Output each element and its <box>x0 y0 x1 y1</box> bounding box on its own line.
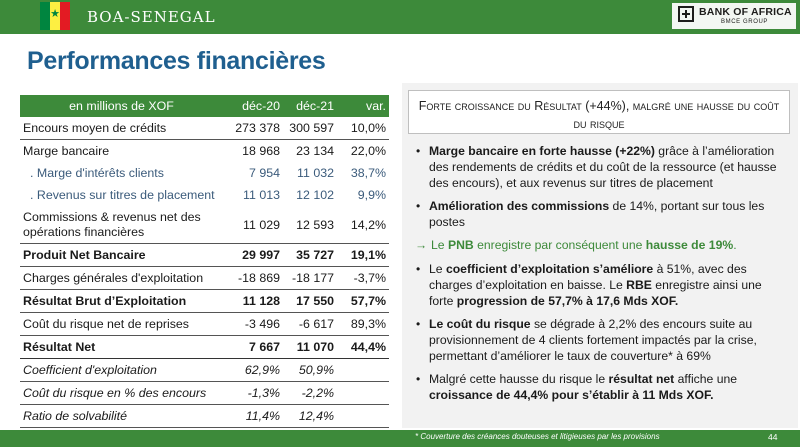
bullet-bold-progression: progression de 57,7% à 17,6 Mds XOF. <box>456 294 679 308</box>
bullet-marge-bancaire <box>415 143 787 191</box>
bullet-resultat-net <box>415 371 787 403</box>
arrow-text-pre: Le <box>431 238 448 252</box>
header-dec21: déc-21 <box>282 95 336 117</box>
bullet-icon: • <box>416 262 421 276</box>
row-dec21: 11 032 <box>297 166 334 180</box>
flag-star-icon: ★ <box>50 8 60 20</box>
row-dec21: 12 593 <box>282 206 336 244</box>
logo-subtitle: BMCE GROUP <box>721 19 769 25</box>
header-dec20: déc-20 <box>220 95 282 117</box>
row-dec20: 11 029 <box>220 206 282 244</box>
bullet-text-pre: Le <box>429 262 446 276</box>
table-row <box>20 313 389 336</box>
commentary-title-box <box>408 90 790 134</box>
table-row <box>20 267 389 290</box>
row-label: . Marge d'intérêts clients <box>30 166 164 180</box>
senegal-flag-icon <box>40 2 70 30</box>
header-bar <box>0 0 800 34</box>
row-var: 57,7% <box>336 290 389 313</box>
row-var: 19,1% <box>336 244 389 267</box>
row-dec21: 17 550 <box>282 290 336 313</box>
arrow-right-icon: → <box>415 238 428 252</box>
footer-bar <box>0 430 800 447</box>
bullet-commissions <box>415 198 787 230</box>
row-dec21: 12,4% <box>282 405 336 428</box>
row-dec20: 18 968 <box>242 144 280 158</box>
header-var: var. <box>336 95 389 117</box>
brand-name: BOA-SENEGAL <box>87 8 216 26</box>
table-row <box>20 382 389 405</box>
page-number: 44 <box>768 432 778 442</box>
row-label: Ratio de solvabilité <box>20 405 220 428</box>
row-dec21: 50,9% <box>282 359 336 382</box>
bullet-text: à 51%, avec des charges d’exploitation en baisse. Le <box>429 262 747 292</box>
bank-of-africa-logo <box>672 3 796 29</box>
financial-table <box>20 95 389 428</box>
logo-name: BANK OF AFRICA <box>699 6 792 18</box>
row-dec20: -18 869 <box>220 267 282 290</box>
boa-logo-icon <box>678 6 694 22</box>
row-dec21: 12 102 <box>296 188 334 202</box>
row-dec21: -2,2% <box>282 382 336 405</box>
footnote: * Couverture des créances douteuses et litigieuses par les provisions <box>415 432 660 441</box>
row-dec20: 7 667 <box>248 340 280 354</box>
table-row <box>20 184 389 206</box>
row-label: Coût du risque net de reprises <box>20 313 220 336</box>
bullet-bold-rbe: RBE <box>626 278 652 292</box>
row-var <box>336 382 389 405</box>
row-var <box>336 405 389 428</box>
row-dec21: 11 070 <box>296 340 334 354</box>
bullet-text: affiche une <box>674 372 738 386</box>
table-row <box>20 336 389 359</box>
row-label: Encours moyen de crédits <box>20 117 220 140</box>
table-row <box>20 359 389 382</box>
row-var: -3,7% <box>336 267 389 290</box>
arrow-bold: hausse de 19% <box>645 238 734 252</box>
row-label: Marge bancaire <box>23 144 110 158</box>
bullet-coefficient <box>415 261 787 309</box>
row-var: 14,2% <box>336 206 389 244</box>
bullet-text: se dégrade à 2,2% des encours suite au provisionnement de 4 clients fortement impactés par la crise, permettant d’améliorer le taux de couverture* à 69% <box>429 317 757 363</box>
bullet-text: de 14%, portant sur tous les postes <box>429 199 765 229</box>
row-dec20: 11,4% <box>220 405 282 428</box>
row-dec20: 11 128 <box>220 290 282 313</box>
row-dec20: 11 013 <box>243 188 280 202</box>
table-row <box>20 405 389 428</box>
commentary-bullets <box>415 143 787 410</box>
arrow-text-mid: enregistre par conséquent une <box>473 238 646 252</box>
bullet-bold: coefficient d’exploitation s’améliore <box>445 262 654 276</box>
bullet-icon: • <box>416 372 421 386</box>
row-label: . Revenus sur titres de placement <box>30 188 215 202</box>
row-dec21: 300 597 <box>282 117 336 140</box>
row-label: Résultat Net <box>23 340 96 354</box>
bullet-bold: résultat net <box>608 372 675 386</box>
header-unit: en millions de XOF <box>20 95 220 117</box>
row-dec20: 62,9% <box>220 359 282 382</box>
row-dec20: 7 954 <box>248 166 280 180</box>
table-row <box>20 206 389 244</box>
row-var: 44,4% <box>350 340 386 354</box>
bullet-text: grâce à l’amélioration des rendements de crédits et du coût de la ressource (et hausse des encours), et aux revenus sur titres de placement <box>429 144 777 190</box>
row-label: Commissions & revenus net des opérations financières <box>20 206 220 244</box>
row-label: Produit Net Bancaire <box>20 244 220 267</box>
row-dec21: 23 134 <box>296 144 334 158</box>
bullet-bold: Marge bancaire en forte hausse (+22%) <box>429 144 655 158</box>
row-var: 89,3% <box>336 313 389 336</box>
row-var <box>336 359 389 382</box>
row-label: Coût du risque en % des encours <box>20 382 220 405</box>
bullet-text-2: enregistre ainsi une forte <box>429 278 762 308</box>
table-row <box>20 244 389 267</box>
row-dec20: 273 378 <box>220 117 282 140</box>
page-title: Performances financières <box>27 47 326 75</box>
row-dec21: -6 617 <box>282 313 336 336</box>
row-var: 9,9% <box>357 188 386 202</box>
table-row <box>20 290 389 313</box>
row-dec21: -18 177 <box>282 267 336 290</box>
row-dec20: -3 496 <box>220 313 282 336</box>
row-dec20: -1,3% <box>220 382 282 405</box>
row-dec21: 35 727 <box>282 244 336 267</box>
bullet-bold: Amélioration des commissions <box>429 199 610 213</box>
arrow-text-post: . <box>733 238 737 252</box>
bullet-text-pre: Malgré cette hausse du risque le <box>429 372 609 386</box>
bullet-bold-croissance: croissance de 44,4% pour s’établir à 11 Mds XOF. <box>429 388 714 402</box>
bullet-icon: • <box>416 199 421 213</box>
arrow-pnb: PNB <box>447 238 474 252</box>
commentary-panel <box>402 83 798 428</box>
bullet-icon: • <box>416 144 421 158</box>
table-row <box>20 140 389 163</box>
table-header-row <box>20 95 389 117</box>
row-label: Coefficient d'exploitation <box>20 359 220 382</box>
pnb-conclusion <box>415 237 787 253</box>
row-dec20: 29 997 <box>220 244 282 267</box>
row-var: 10,0% <box>336 117 389 140</box>
table-row <box>20 162 389 184</box>
bullet-icon: • <box>416 317 421 331</box>
bullet-cout-risque <box>415 316 787 364</box>
row-label: Résultat Brut d’Exploitation <box>20 290 220 313</box>
row-var: 22,0% <box>350 144 386 158</box>
commentary-title: Forte croissance du Résultat (+44%), malgré une hausse du coût du risque <box>418 99 780 131</box>
bullet-bold: Le coût du risque <box>429 317 531 331</box>
row-var: 38,7% <box>350 166 386 180</box>
table-row <box>20 117 389 140</box>
row-label: Charges générales d'exploitation <box>20 267 220 290</box>
